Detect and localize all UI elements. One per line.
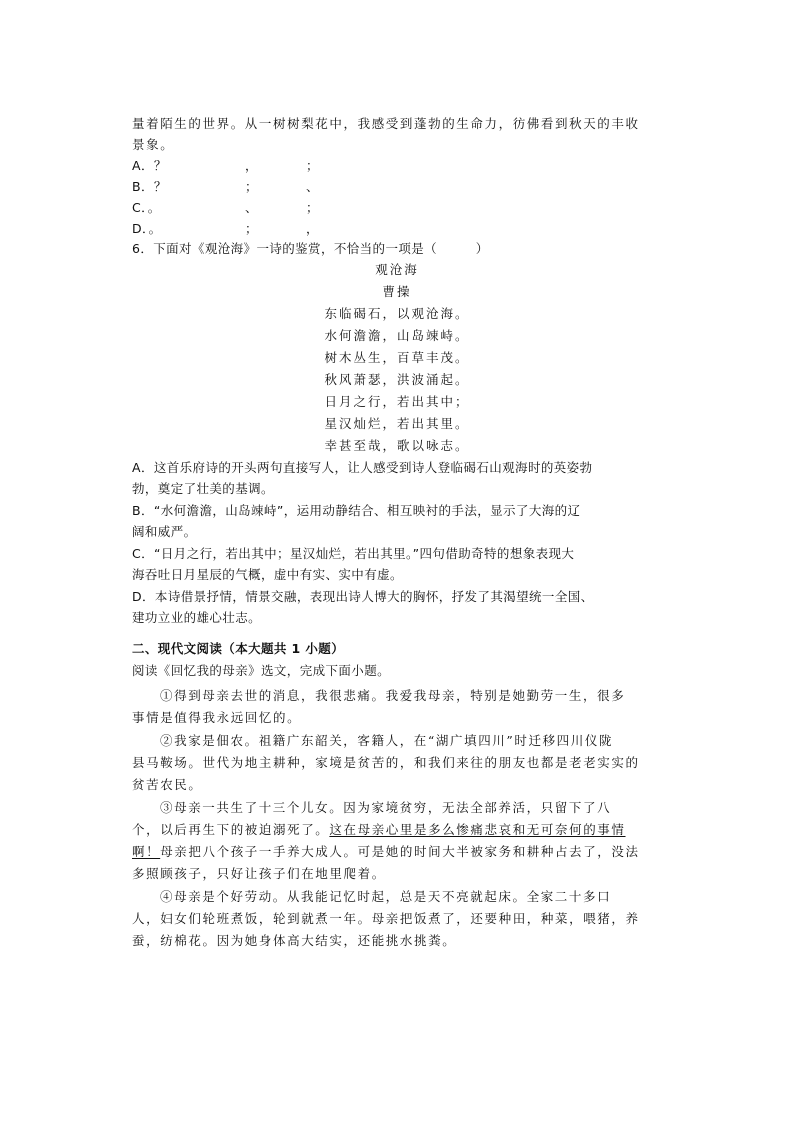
q6-option-a-line2: 勃，奠定了壮美的基调。 [132,481,274,496]
option-label: D．。 [132,221,162,236]
underlined-sentence: 这在母亲心里是多么惨痛悲哀和无可奈何的事情 [329,822,626,837]
q6-option-c-line1: C．“日月之行，若出其中；星汉灿烂，若出其里。”四句借助奇特的想象表现大 [132,546,575,561]
punct-1: ， [245,158,258,173]
paragraph-2-line: 县马鞍场。世代为地主耕种，家境是贫苦的，和我们来往的朋友也都是老老实实的 [132,755,640,770]
section-heading: 二、现代文阅读（本大题共 1 小题） [132,641,345,656]
paragraph-3-line: ③母亲一共生了十三个儿女。因为家境贫穷，无法全部养活，只留下了八 [160,800,612,815]
poem-title: 观沧海 [375,262,419,277]
poem-author: 曹操 [382,284,412,299]
punct-2: 、 [306,179,319,194]
paragraph-3-line [132,822,626,838]
option-label: C．。 [132,200,161,215]
paragraph-1-line: 事情是值得我永远回忆的。 [132,710,302,725]
q6-option-b-line1: B．“水何澹澹，山岛竦峙”，运用动静结合、相互映衬的手法，显示了大海的辽 [132,503,581,518]
q6-option-a-line1: A．这首乐府诗的开头两句直接写人，让人感受到诗人登临碣石山观海时的英姿勃 [132,460,593,475]
q5-option-a [132,158,319,174]
paragraph-2-line: 贫苦农民。 [132,777,203,792]
poem-line: 幸甚至哉，歌以咏志。 [324,438,470,453]
q5-option-b [132,179,319,195]
poem-line: 秋风萧瑟，洪波涌起。 [324,372,470,387]
option-label: A．？ [132,158,167,173]
q6-option-c-line2: 海吞吐日月星辰的气概，虚中有实、实中有虚。 [132,567,403,582]
q6-option-d-line1: D．本诗借景抒情，情景交融，表现出诗人博大的胸怀，抒发了其渴望统一全国、 [132,589,594,604]
poem-line: 星汉灿烂，若出其里。 [324,416,470,431]
paragraph-3-line [132,844,640,860]
paragraph-4-line: 人，妇女们轮班煮饭，轮到就煮一年。母亲把饭煮了，还要种田，种菜，喂猪，养 [132,911,640,926]
underlined-sentence-end: 啊！ [132,844,161,859]
punct-2: ； [306,158,319,173]
punct-2: ， [306,221,319,236]
paragraph-4-line: ④母亲是个好劳动。从我能记忆时起，总是天不亮就起床。全家二十多口 [160,889,612,904]
paragraph-1-line: ①得到母亲去世的消息，我很悲痛。我爱我母亲，特别是她勤劳一生，很多 [160,688,626,703]
q5-option-c [132,200,319,216]
poem-line: 水何澹澹，山岛竦峙。 [324,328,470,343]
q6-option-d-line2: 建功立业的雄心壮志。 [132,610,262,625]
passage-line: 量着陌生的世界。从一树树梨花中，我感受到蓬勃的生命力，彷佛看到秋天的丰收 [132,116,640,131]
punct-1: 、 [245,200,258,215]
poem-line: 日月之行，若出其中； [324,394,470,409]
paragraph-3-line: 多照顾孩子，只好让孩子们在地里爬着。 [132,866,386,881]
option-label: B．？ [132,179,167,194]
passage-line: 景象。 [132,137,175,152]
poem-line: 树木丛生，百草丰茂。 [324,350,470,365]
section-intro: 阅读《回忆我的母亲》选文，完成下面小题。 [132,663,391,678]
poem-line: 东临碣石，以观沧海。 [324,306,470,321]
q6-stem: 6．下面对《观沧海》一诗的鉴赏，不恰当的一项是（ ） [132,241,489,256]
paragraph-4-line: 蚕，纺棉花。因为她身体高大结实，还能挑水挑粪。 [132,933,457,948]
punct-1: ； [245,221,258,236]
plain-text: 母亲把八个孩子一手养大成人。可是她的时间大半被家务和耕种占去了，没法 [160,844,640,859]
punct-2: ； [306,200,319,215]
q5-option-d [132,221,319,237]
paragraph-2-line: ②我家是佃农。祖籍广东韶关，客籍人，在“湖广填四川”时迁移四川仪陇 [160,733,614,748]
q6-option-b-line2: 阔和威严。 [132,524,197,539]
punct-1: ； [245,179,258,194]
plain-text: 个，以后再生下的被迫溺死了。 [132,822,330,837]
